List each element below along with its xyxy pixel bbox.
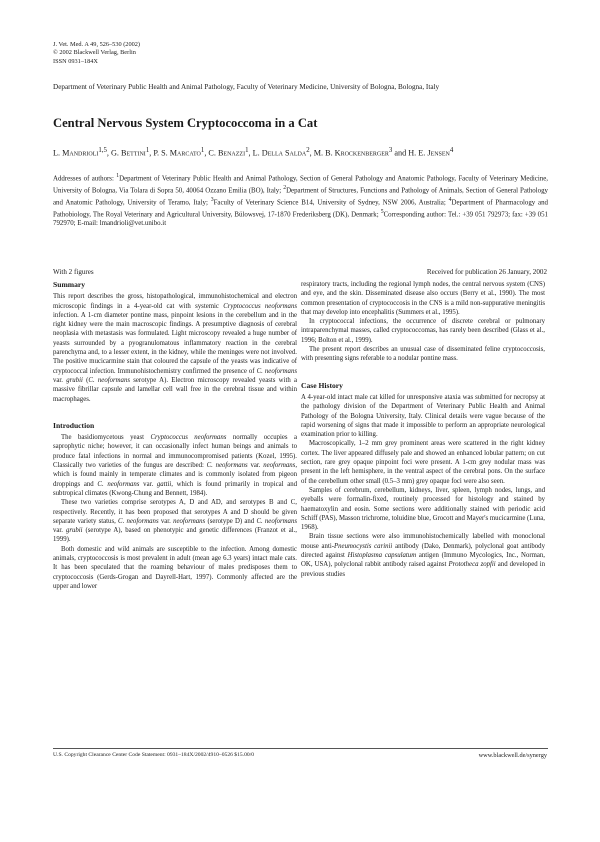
journal-copyright: © 2002 Blackwell Verlag, Berlin bbox=[53, 49, 136, 57]
author-name: H. E. Jensen bbox=[408, 148, 450, 158]
body-paragraph: The present report describes an unusual case of disseminated feline cryptococcosis, with presenting signs referable to a nodular pontine mass. bbox=[301, 346, 545, 363]
introduction-paragraph: These two varieties comprise serotypes A, D and AD, and serotypes B and C, respectively. Recently, it has been proposed that serotypes A and D should be given separate variety status, C. neoformans var. neoformans (serotype D) and C. neoformans var. grubii (serotype A), based on phenotypic and genetic differences (Franzot et al., 1999). bbox=[53, 499, 298, 544]
introduction-paragraph: Both domestic and wild animals are susceptible to the infection. Among domestic animals, cryptococcosis is most prevalent in adult (mean age 6.3 years) intact male cats. It has been speculated that the roaming behaviour of males predisposes them to cryptococcosis (Gerds-Grogan and Dayrell-Hart, 1997). Commonly affected are the upper and lower bbox=[53, 545, 297, 590]
figure-count: With 2 figures bbox=[53, 268, 94, 276]
case-paragraph: Macroscopically, 1–2 mm grey prominent areas were scattered in the right kidney cortex. The liver appeared diffusely pale and showed an enhanced lobular pattern; on cut section, rare grey opaque pinpoint foci were present. A 1-cm grey nodular mass was present in the left hemisphere, in the ventral aspect of the cerebral pons. On the surface of the cerebellum other small (0.5–3 mm) grey opaque foci were also seen. bbox=[301, 440, 545, 485]
author-name: G. Bettini bbox=[111, 148, 146, 158]
journal-issn: ISSN 0931–184X bbox=[53, 57, 98, 65]
publisher-link[interactable]: www.blackwell.de/synergy bbox=[478, 752, 547, 759]
author-name: L. Mandrioli bbox=[53, 148, 99, 158]
author-list: L. Mandrioli$^{1,5}$, G. Bettini$^1$, P. S. Marcato$^1$, C. Benazzi$^1$, L. Della Salda$^2$, M. B. Krockenberger$^3$ and H. E. Jensen$^4$ bbox=[53, 147, 454, 158]
footer-rule bbox=[53, 748, 548, 749]
author-addresses: Addresses of authors: $^1$Department of Veterinary Public Health and Animal Pathology, Section of General Pathology and Anatomic Pathology, Faculty of Veterinary Medicine, University of Bologna, Via Tolara di Sopra 50, 40064 Ozzano Emilia (BO), Italy; $^2$Department of Structures, Functions and Pathology of Animals, Section of General Pathology and Anatomic Pathology, University of Teramo, Italy; $^3$Faculty of Veterinary Science B14, University of Sydney, NSW 2006, Australia; $^4$Department of Pharmacology and Pathobiology, The Royal Veterinary and Agricultural University, Bülowsvej, 17-1870 Frederiksberg (DK), Denmark; $^5$Corresponding author: Tel.: +39 051 792973; fax: +39 051 792970; E-mail: lmandrioli@vet.unibo.it bbox=[53, 173, 549, 228]
summary-paragraph: This report describes the gross, histopathological, immunohistochemical and electron microscopic findings in a 4-year-old cat with systemic Cryptococcus neoformans infection. A 1-cm diameter pontine mass, pinpoint lesions in the cerebellum and in the right kidney were the main macroscopic findings. A presumptive diagnosis of cerebral neoplasia with metastasis was formulated. Light microscopy revealed a huge number of yeasts surrounded by a pyogranulomatous inflammatory reaction in the cerebral parenchyma and, to a lesser extent, in the kidney, while the meninges were not involved. The positive mucicarmine stain that coloured the capsule of the yeasts was indicative of cryptococcal infection. Immunohistochemistry confirmed the presence of C. neoformans var. grubii (C. neoformans serotype A). Electron microscopy revealed yeasts with a massive fibrillar capsule and lamellar cell wall free in the cerebral tissue and within macrophages. bbox=[53, 293, 298, 403]
corresponding-author: Corresponding author: Tel.: +39 051 792973; fax: +39 051 792970; E-mail: lmandrioli@vet.unibo.it bbox=[53, 211, 548, 228]
author-name: C. Benazzi bbox=[208, 148, 246, 158]
case-paragraph: A 4-year-old intact male cat killed for unresponsive ataxia was submitted for necropsy at the pathology division of the Department of Veterinary Public Health and Animal Pathology of the Bologna University, Italy. Clinical details were vague because of the rapid worsening of signs that made it impossible to perform an appropriate neurological examination prior to killing. bbox=[301, 393, 545, 439]
author-affiliation: 1,5 bbox=[98, 147, 107, 154]
right-column bbox=[301, 280, 545, 579]
article-title: Central Nervous System Cryptococcoma in a Cat bbox=[53, 116, 318, 130]
case-paragraph: Samples of cerebrum, cerebellum, kidneys, liver, spleen, lymph nodes, lungs, and eyeballs were formalin-fixed, routinely processed for histology and stained by haematoxylin and eosin. Some sections were additionally stained with periodic acid Schiff (PAS), Masson trichrome, toluidine blue, Grocott and Mayer's mucicarmine (Luna, 1968). bbox=[301, 486, 545, 532]
author-affiliation: 1 bbox=[200, 147, 205, 154]
journal-info bbox=[53, 41, 140, 66]
introduction-heading: Introduction bbox=[53, 420, 95, 430]
author-affiliation: 2 bbox=[306, 147, 310, 154]
department-header: Department of Veterinary Public Health and Animal Pathology, Faculty of Veterinary Medicine, University of Bologna, Bologna, Italy bbox=[53, 83, 440, 91]
author-affiliation: 1 bbox=[245, 147, 249, 154]
author-name: P. S. Marcato bbox=[153, 148, 201, 158]
author-name: L. Della Salda bbox=[252, 148, 307, 158]
case-history-heading: Case History bbox=[301, 380, 343, 390]
body-paragraph: respiratory tracts, including the regional lymph nodes, the central nervous system (CNS) and eye, and the skin. Disseminated disease also occurs (Berry et al., 1990). The most common presentation of cryptococcosis in the CNS is a mild non-suppurative meningitis that may develop into encephalitis (Summers et al., 1995). bbox=[301, 281, 545, 316]
author-affiliation: 4 bbox=[449, 147, 454, 154]
author-affiliation: 1 bbox=[145, 147, 150, 154]
left-column bbox=[53, 280, 297, 591]
received-date: Received for publication 26 January, 2002 bbox=[426, 268, 547, 276]
journal-citation: J. Vet. Med. A 49, 526–530 (2002) bbox=[53, 41, 140, 48]
introduction-paragraph: The basidiomycetous yeast Cryptococcus neoformans normally occupies a saprophytic niche; however, it can occasionally infect human beings and animals to produce fatal infections in normal and immunocompromised patients (Kozel, 1995). Classically two varieties of the fungus are described: C. neoformans var. neoformans, which is found mainly in temperate climates and is commonly isolated from pigeon droppings and C. neoformans var. gattii, which is found primarily in tropical and subtropical climates (Kwong-Chung and Bennett, 1984). bbox=[53, 434, 298, 497]
author-name: M. B. Krockenberger bbox=[313, 148, 389, 158]
body-paragraph: In cryptococcal infections, the occurrence of discrete cerebral or pulmonary intraparenchymal masses, called cryptococcomas, has rarely been described (Glass et al., 1996; Bolton et al., 1999). bbox=[301, 318, 545, 344]
case-paragraph: Brain tissue sections were also immunohistochemically labelled with monoclonal mouse anti-Pneumocystis carinii antibody (Dako, Denmark), polyclonal goat antibody directed against Histoplasma capsulatum antigen (Immuno Mycologics, Inc., Norman, OK, USA), polyclonal rabbit antibody raised against Prototheca zopfii and developed in previous studies bbox=[301, 533, 546, 578]
summary-heading: Summary bbox=[53, 280, 86, 289]
author-affiliation: 3 bbox=[388, 147, 393, 154]
copyright-code: U.S. Copyright Clearance Center Code Statement: 0931–184X/2002/4910–0526 $15.00/0 bbox=[53, 752, 255, 758]
